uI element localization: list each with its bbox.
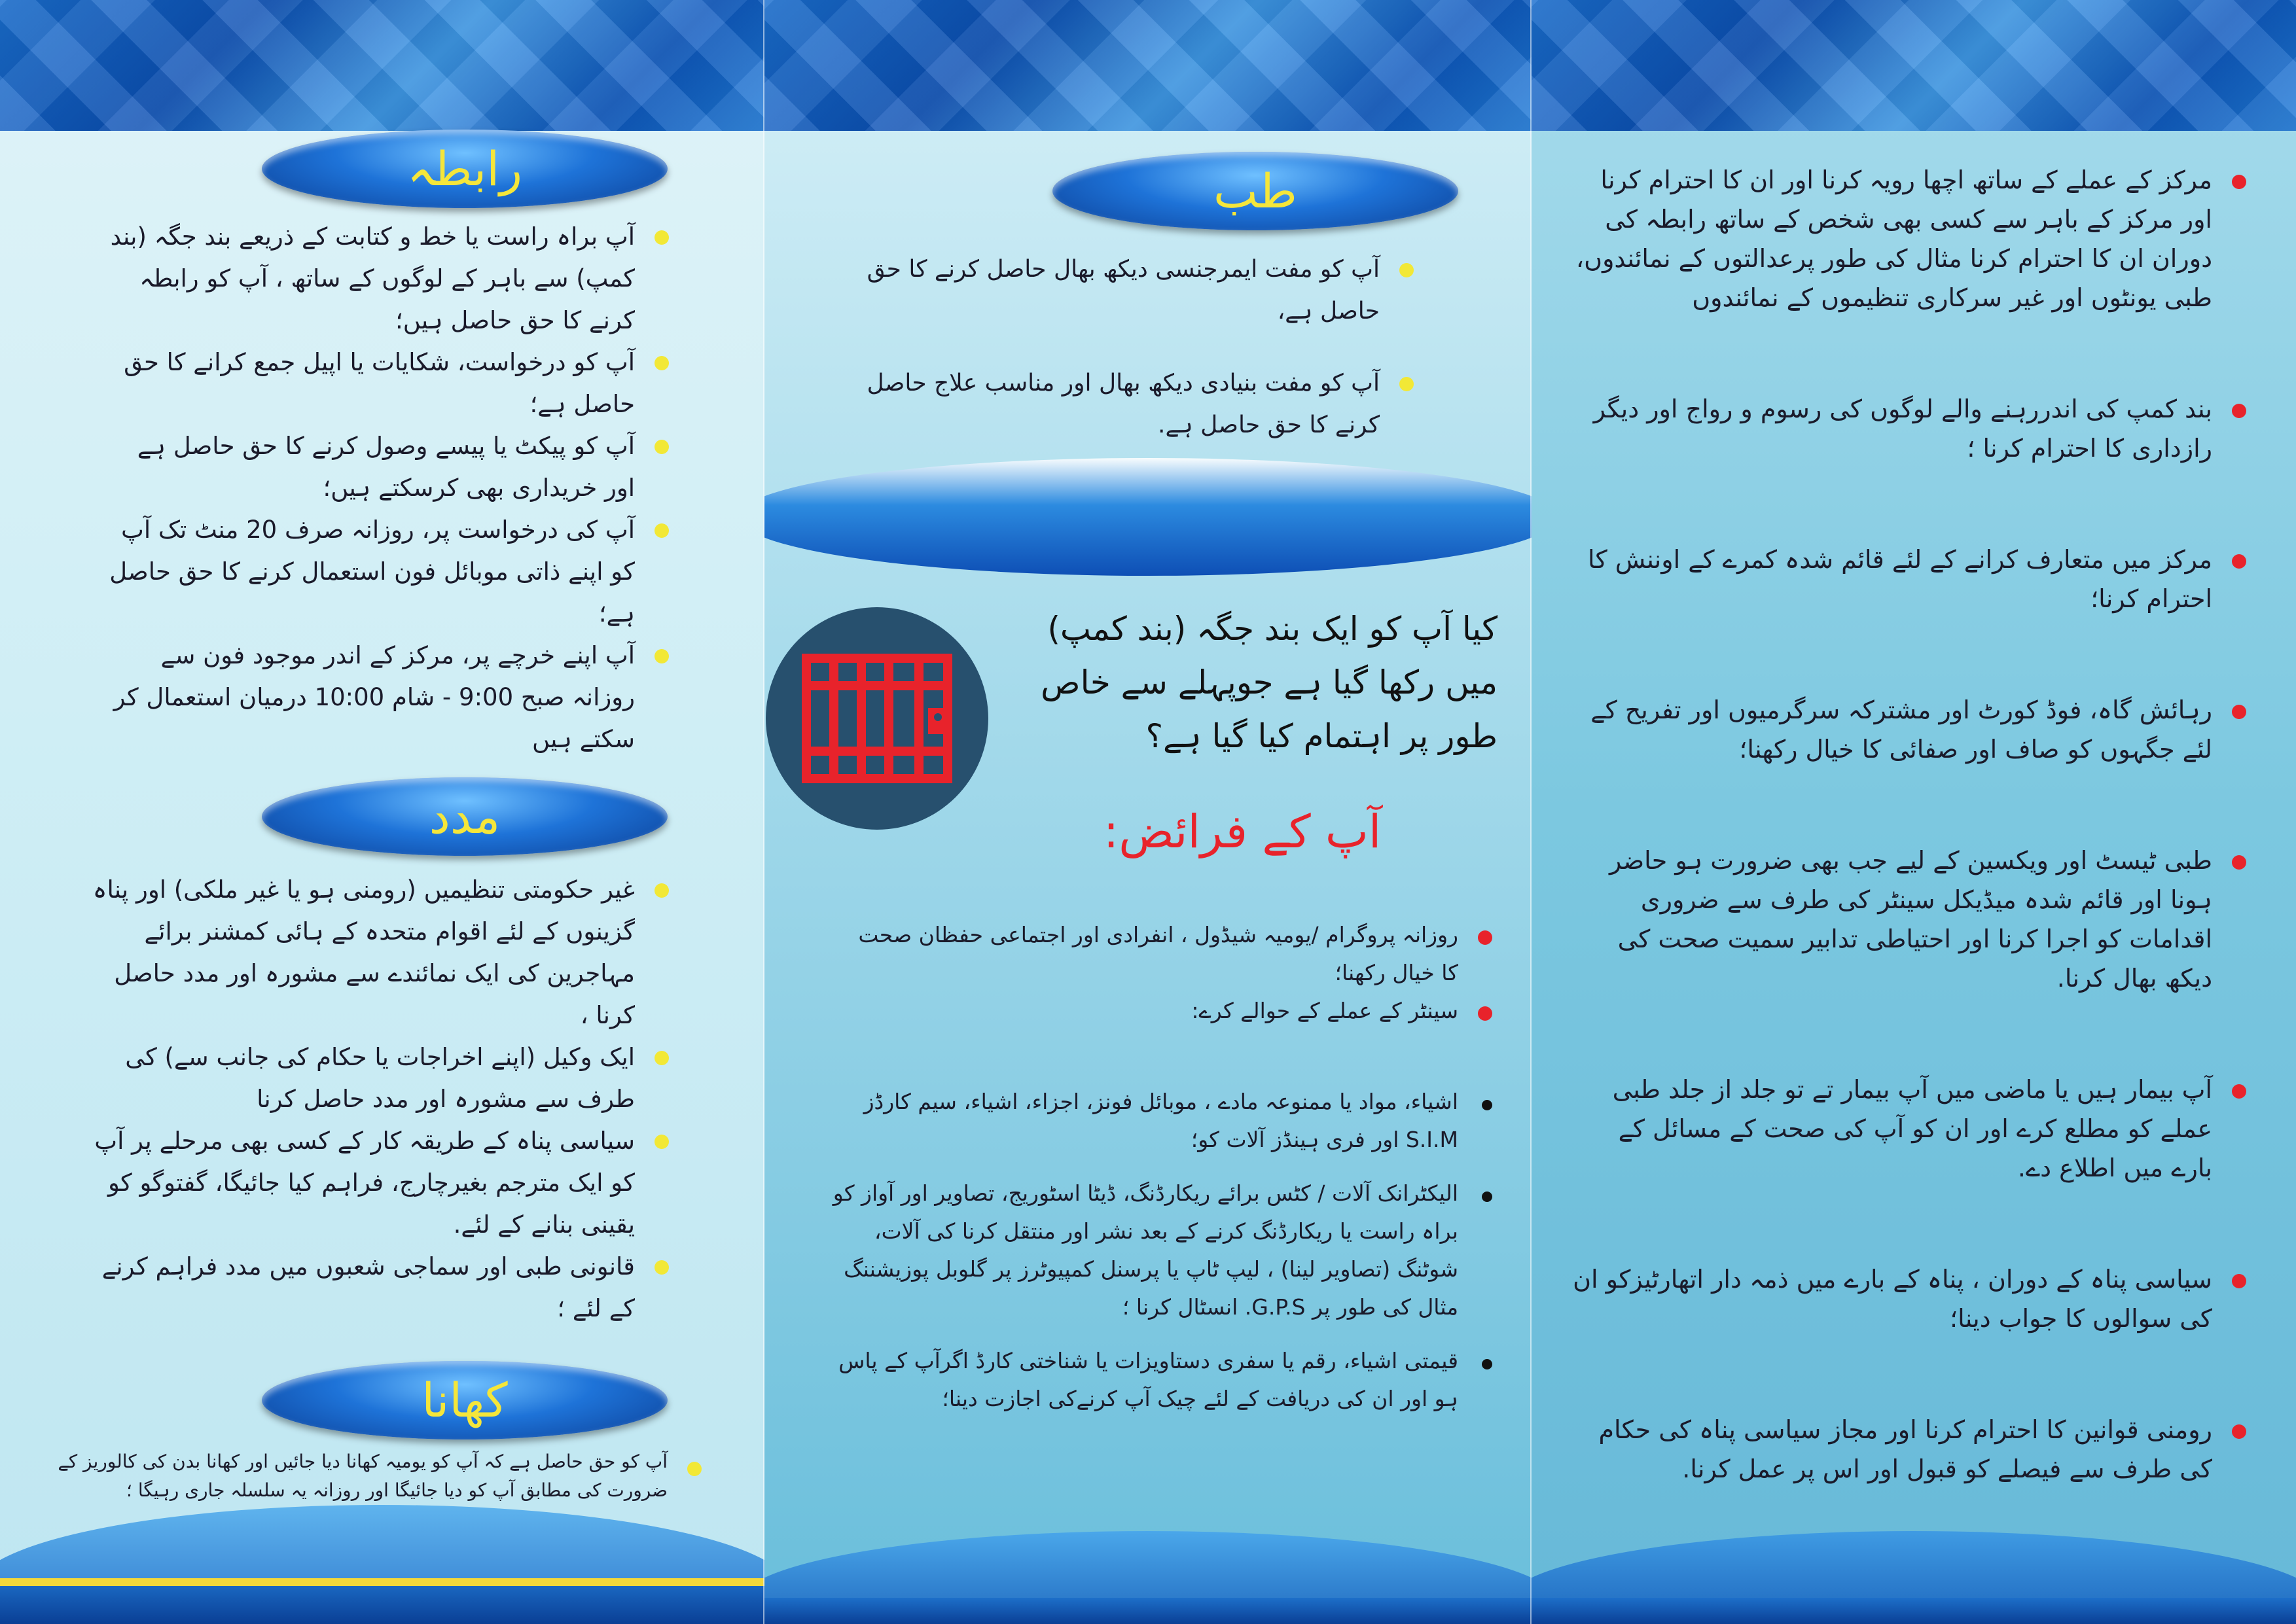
medical-badge [1052, 152, 1458, 230]
duties-title: آپ کے فرائض: [1103, 805, 1382, 858]
list-item: آپ کو درخواست، شکایات یا اپیل جمع کرانے کا حق حاصل ہے؛ [105, 342, 674, 425]
list-item: رومنی قوانین کا احترام کرنا اور مجاز سیاسی پناہ کی حکام کی طرف سے فیصلے کو قبول اور اس پر عمل کرنا. [1571, 1410, 2251, 1489]
top-band [764, 0, 1532, 131]
list-item: سینٹر کے عملے کے حوالے کرے: [836, 992, 1498, 1030]
list-item: مرکز کے عملے کے ساتھ اچھا رویہ کرنا اور ان کا احترام کرنا اور مرکز کے باہر سے کسی بھی شخص کے ساتھ رابطہ کی دوران ان کا احترام کرنا مثال کی طور پرعدالتوں کے نمائندوں، طبی یونٹوں اور غیر سرکاری تنظیموں کے نمائندوں [1571, 160, 2251, 317]
list-item: الیکٹرانک آلات / کٹس برائے ریکارڈنگ، ڈیٹا اسٹوریج، تصاویر اور آواز کو براہ راست یا ریکارڈنگ کرنے کے بعد نشر اور منتقل کرنا کی آلات، شوٹنگ (تصاویر لینا) ، لیپ ٹاپ یا پرسنل کمپیوٹرز پر گلوبل پوزیشننگ مثال کی طور پر G.P.S. انسٹال کرنا ؛ [817, 1174, 1498, 1326]
list-item: آپ کی درخواست پر، روزانہ صرف 20 منٹ تک آپ کو اپنے ذاتی موبائل فون استعمال کرنے کا حق حاصل ہے؛ [105, 509, 674, 635]
duties-right-list [1571, 160, 2251, 1489]
list-item: قیمتی اشیاء، رقم یا سفری دستاویزات یا شناختی کارڈ اگرآپ کے پاس ہو اور ان کی دریافت کے لئے چیک آپ کرنےکی اجازت دینا؛ [817, 1342, 1498, 1418]
list-item: بند کمپ کی اندررہنے والے لوگوں کی رسوم و رواج اور دیگر رازداری کا احترام کرنا ؛ [1571, 389, 2251, 468]
jail-icon-circle [766, 607, 988, 830]
list-item: آپ کو پیکٹ یا پیسے وصول کرنے کا حق حاصل ہے اور خریداری بھی کرسکتے ہیں؛ [105, 425, 674, 509]
medical-title: طب [1213, 164, 1297, 219]
food-title: کھانا [422, 1373, 508, 1428]
duties-list [836, 916, 1498, 1030]
top-band [1532, 0, 2296, 131]
medical-list [850, 249, 1419, 446]
bottom-band [764, 1598, 1532, 1624]
contact-title: رابطہ [406, 141, 523, 196]
list-item: آپ کو مفت بنیادی دیکھ بھال اور مناسب علاج حاصل کرنے کا حق حاصل ہے. [850, 362, 1419, 446]
help-list [85, 869, 674, 1330]
list-item: طبی ٹیسٹ اور ویکسین کے لیے جب بھی ضرورت ہو حاضر ہونا اور قائم شدہ میڈیکل سینٹر کی طرف سے ضروری اقدامات کو اجرا کرنا اور احتیاطی تدابیر سمیت صحت کی دیکھ بھال کرنا. [1571, 841, 2251, 998]
list-item: سیاسی پناہ کے طریقہ کار کے کسی بھی مرحلے پر آپ کو ایک مترجم بغیرچارج، فراہم کیا جائیگا، گفتوگو کو یقینی بنانے کے لئے. [85, 1120, 674, 1246]
left-panel [0, 0, 764, 1624]
prison-cell-icon [766, 607, 988, 830]
right-panel [1532, 0, 2296, 1624]
list-item: غیر حکومتی تنظیمیں (رومنی ہو یا غیر ملکی) اور پناہ گزینوں کے لئے اقوام متحدہ کے ہائی کمشنر برائے مہاجرین کی ایک نمائندے سے مشورہ اور مدد حاصل کرنا ، [85, 869, 674, 1036]
help-title: مدد [429, 789, 501, 844]
food-list [46, 1447, 707, 1505]
bottom-band [1532, 1598, 2296, 1624]
top-band [0, 0, 764, 131]
list-item: رہائش گاہ، فوڈ کورٹ اور مشترکہ سرگرمیوں اور تفریح کے لئے جگہوں کو صاف اور صفائی کا خیال رکھنا؛ [1571, 690, 2251, 769]
list-item: آپ براہ راست یا خط و کتابت کے ذریعے بند جگہ (بند کمپ) سے باہر کے لوگوں کے ساتھ ، آپ کو رابطہ کرنے کا حق حاصل ہیں؛ [105, 216, 674, 342]
list-item: ایک وکیل (اپنے اخراجات یا حکام کی جانب سے) کی طرف سے مشورہ اور مدد حاصل کرنا [85, 1036, 674, 1120]
list-item: سیاسی پناہ کے دوران ، پناہ کے بارے میں ذمہ دار اتھارٹیزکو ان کی سوالوں کا جواب دینا؛ [1571, 1260, 2251, 1338]
bottom-band [0, 1578, 764, 1624]
decor-wave [764, 458, 1532, 576]
contact-badge [262, 130, 668, 208]
list-item: مرکز میں متعارف کرانے کے لئے قائم شدہ کمرے کے اوننش کا احترام کرنا؛ [1571, 540, 2251, 618]
list-item: قانونی طبی اور سماجی شعبوں میں مدد فراہم کرنے کے لئے ؛ [85, 1246, 674, 1330]
list-item: آپ کو مفت ایمرجنسی دیکھ بھال حاصل کرنے کا حق حاصل ہے، [850, 249, 1419, 332]
contact-list [105, 216, 674, 760]
question-heading: کیا آپ کو ایک بند جگہ (بند کمپ) میں رکھا گیا ہے جوپہلے سے خاص طور پر اہتمام کیا گیا ہے؟ [1041, 610, 1498, 755]
handover-list [817, 1083, 1498, 1418]
food-badge [262, 1361, 668, 1439]
list-item: آپ بیمار ہیں یا ماضی میں آپ بیمار تے تو جلد از جلد طبی عملے کو مطلع کرے اور ان کو آپ کی صحت کے مسائل کے بارے میں اطلاع دے. [1571, 1070, 2251, 1188]
list-item: آپ اپنے خرچے پر، مرکز کے اندر موجود فون سے روزانہ صبح 9:00 - شام 10:00 درمیان استعمال کر سکتے ہیں [105, 635, 674, 760]
list-item: آپ کو حق حاصل ہے کہ آپ کو یومیہ کھانا دیا جائیں اور کھانا بدن کی کالوریز کے ضرورت کی مطابق آپ کو دیا جائیگا اور روزانہ یہ سلسلہ جاری رہیگا ؛ [46, 1447, 707, 1505]
list-item: اشیاء، مواد یا ممنوعہ مادے ، موبائل فونز، اجزاء، اشیاء، سیم کارڈز S.I.M اور فری ہینڈز آلات کو؛ [817, 1083, 1498, 1159]
help-badge [262, 777, 668, 856]
list-item: روزانہ پروگرام /یومیہ شیڈول ، انفرادی اور اجتماعی حفظان صحت کا خیال رکھنا؛ [836, 916, 1498, 992]
